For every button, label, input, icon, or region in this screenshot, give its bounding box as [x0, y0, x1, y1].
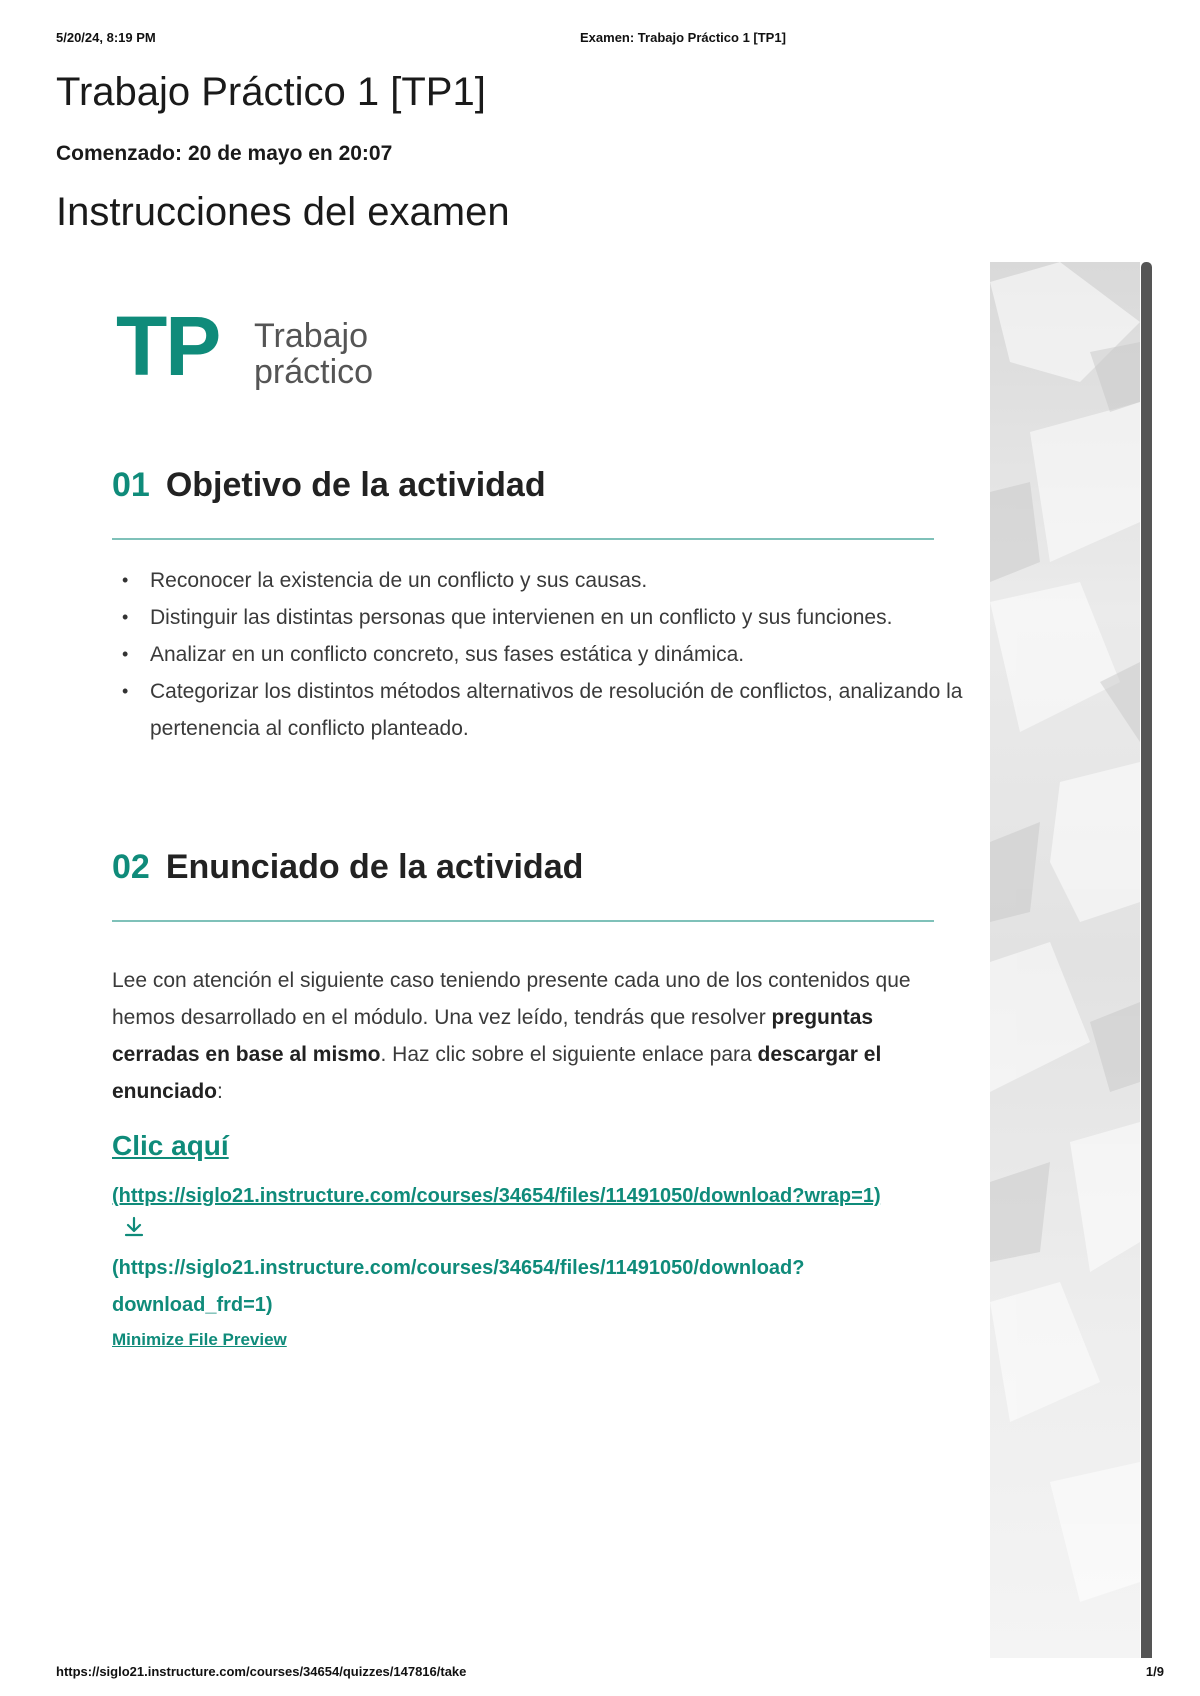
decorative-pattern: [990, 262, 1140, 1658]
file-link-text[interactable]: (https://siglo21.instructure.com/courses/34654/files/11491050/download?wrap=1): [112, 1185, 881, 1207]
section-heading-objective: [112, 466, 546, 505]
download-link-url[interactable]: (https://siglo21.instructure.com/courses/34654/files/11491050/download?download_frd=1): [112, 1257, 805, 1316]
section-title: Enunciado de la actividad: [165, 848, 584, 886]
tp-logo-line1: Trabajo: [254, 317, 369, 355]
section-title: Objetivo de la actividad: [165, 466, 546, 504]
section-divider: [112, 538, 934, 540]
print-title: Examen: Trabajo Práctico 1 [TP1]: [580, 30, 786, 45]
statement-paragraph: [112, 962, 942, 1110]
statement-bold: descargar el enunciado: [112, 1043, 882, 1103]
instructions-heading: Instrucciones del examen: [56, 190, 510, 234]
tp-logo-words: [254, 318, 373, 390]
quiz-title: Trabajo Práctico 1 [TP1]: [56, 70, 486, 114]
started-line: [56, 142, 392, 166]
page-number: 1/9: [1145, 1664, 1164, 1679]
section-divider: [112, 920, 934, 922]
section-number: 01: [112, 466, 150, 504]
section-number: 02: [112, 848, 150, 886]
print-url: https://siglo21.instructure.com/courses/34654/quizzes/147816/take: [56, 1664, 467, 1679]
list-item: • Reconocer la existencia de un conflicto y sus causas.: [150, 562, 970, 599]
download-icon[interactable]: [122, 1215, 146, 1252]
list-item: • Categorizar los distintos métodos alternativos de resolución de conflictos, analizando la pertenencia al conflicto planteado.: [150, 673, 970, 747]
objectives-list: [112, 562, 970, 747]
started-label: Comenzado:: [56, 142, 182, 165]
side-scroll-bar: [1141, 262, 1152, 1658]
list-item: • Analizar en un conflicto concreto, sus fases estática y dinámica.: [150, 636, 970, 673]
file-link-url[interactable]: [112, 1178, 892, 1252]
tp-logo-line2: práctico: [254, 353, 374, 391]
decorative-side-panel: [990, 262, 1140, 1658]
tp-logo-letters: TP: [116, 299, 220, 393]
statement-bold: preguntas cerradas en base al mismo: [112, 1006, 874, 1066]
list-item: • Distinguir las distintas personas que intervienen en un conflicto y sus funciones.: [150, 599, 970, 636]
print-date: 5/20/24, 8:19 PM: [56, 30, 156, 45]
statement-text: :: [217, 1080, 223, 1103]
section-heading-statement: [112, 848, 583, 887]
statement-text: . Haz clic sobre el siguiente enlace para: [380, 1043, 758, 1066]
statement-text: Lee con atención el siguiente caso teniendo presente cada uno de los contenidos que hemos desarrollado en el módulo. Una vez leído, tendrás que resolver: [112, 969, 911, 1029]
minimize-file-preview-link[interactable]: Minimize File Preview: [112, 1330, 287, 1349]
started-value: 20 de mayo en 20:07: [188, 142, 393, 165]
clic-aqui-link[interactable]: Clic aquí: [112, 1130, 229, 1161]
